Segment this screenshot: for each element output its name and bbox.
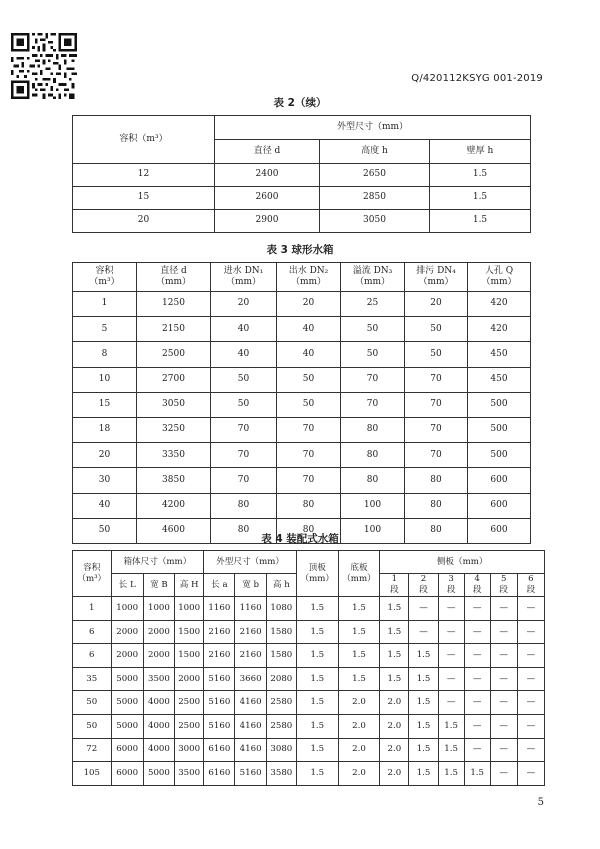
table-cell: 20 bbox=[277, 292, 341, 317]
column-header-line: 直径 d bbox=[160, 265, 187, 276]
table-cell: 1.5 bbox=[296, 597, 338, 621]
table-cell: — bbox=[517, 691, 544, 715]
column-header bbox=[341, 263, 405, 292]
table-cell: — bbox=[517, 714, 544, 738]
table-cell: 30 bbox=[73, 468, 137, 493]
table-cell: 70 bbox=[277, 443, 341, 468]
table-cell: 20 bbox=[73, 443, 137, 468]
table-cell: 80 bbox=[341, 468, 405, 493]
table-row bbox=[73, 691, 545, 715]
table-cell: 40 bbox=[277, 317, 341, 342]
table-cell: 50 bbox=[277, 367, 341, 392]
column-header bbox=[211, 263, 277, 292]
table-cell: 12 bbox=[73, 164, 215, 187]
table-row bbox=[73, 443, 531, 468]
table-cell: 10 bbox=[73, 367, 137, 392]
table-cell: 4160 bbox=[235, 691, 266, 715]
table-cell: 70 bbox=[211, 443, 277, 468]
table3-caption: 表 3 球形水箱 bbox=[266, 244, 334, 256]
table-cell: 2080 bbox=[266, 667, 296, 691]
table-cell: 2.0 bbox=[338, 691, 380, 715]
table-row bbox=[73, 714, 545, 738]
table-cell: 70 bbox=[211, 468, 277, 493]
table-cell: 2500 bbox=[137, 342, 211, 367]
table-cell: 70 bbox=[405, 392, 468, 417]
table-cell: 1500 bbox=[175, 644, 204, 668]
side-segment-header bbox=[464, 574, 490, 597]
t4-box-header: 箱体尺寸（mm） bbox=[111, 551, 204, 574]
side-segment-header-line: 3 bbox=[448, 574, 454, 585]
table-cell: 1160 bbox=[204, 597, 235, 621]
table-row bbox=[73, 667, 545, 691]
column-header-line: （mm） bbox=[155, 277, 192, 287]
table-cell: 1.5 bbox=[409, 738, 438, 762]
table-cell: — bbox=[490, 620, 517, 644]
sub-header: 高 h bbox=[266, 574, 296, 597]
table-cell: 1.5 bbox=[296, 644, 338, 668]
table-cell: 3080 bbox=[266, 738, 296, 762]
table-cell: 70 bbox=[211, 417, 277, 442]
table-cell: 6000 bbox=[111, 738, 143, 762]
table-cell: 1.5 bbox=[380, 644, 409, 668]
table-cell: 5000 bbox=[143, 762, 174, 786]
table-cell: 6 bbox=[73, 620, 112, 644]
table-cell: 40 bbox=[211, 342, 277, 367]
table-cell: 50 bbox=[341, 342, 405, 367]
table-cell: 1.5 bbox=[296, 667, 338, 691]
table-cell: — bbox=[517, 738, 544, 762]
table-cell: 8 bbox=[73, 342, 137, 367]
table-cell: 2700 bbox=[137, 367, 211, 392]
table-cell: 1.5 bbox=[296, 714, 338, 738]
table-cell: 1.5 bbox=[464, 762, 490, 786]
table-cell: 70 bbox=[405, 367, 468, 392]
standard-number: Q/420112KSYG 001-2019 bbox=[411, 73, 543, 84]
table-cell: 1.5 bbox=[380, 667, 409, 691]
table-cell: 80 bbox=[211, 493, 277, 518]
table-cell: 5000 bbox=[111, 714, 143, 738]
table-cell: 6160 bbox=[204, 762, 235, 786]
sub-header: 高 H bbox=[175, 574, 204, 597]
table-cell: 4200 bbox=[137, 493, 211, 518]
table-cell: 1000 bbox=[111, 597, 143, 621]
table4 bbox=[72, 550, 545, 786]
side-segment-header-line: 6 bbox=[528, 574, 534, 585]
table-cell: 100 bbox=[341, 518, 405, 543]
table-cell: 1.5 bbox=[380, 597, 409, 621]
table-cell: 50 bbox=[73, 518, 137, 543]
column-header-line: （mm） bbox=[354, 277, 391, 287]
t4-top-header: 顶板 （mm） bbox=[296, 551, 338, 597]
column-header-line: （mm） bbox=[225, 277, 262, 287]
table-cell: 2.0 bbox=[338, 762, 380, 786]
table-cell: 1.5 bbox=[296, 738, 338, 762]
table-cell: 2160 bbox=[235, 620, 266, 644]
side-segment-header bbox=[490, 574, 517, 597]
table-cell: 500 bbox=[468, 443, 531, 468]
table-cell: 1.5 bbox=[409, 667, 438, 691]
table-cell: — bbox=[409, 597, 438, 621]
table-cell: 420 bbox=[468, 317, 531, 342]
side-segment-header-line: 段 bbox=[499, 585, 509, 595]
t4-outer-header: 外型尺寸（mm） bbox=[204, 551, 297, 574]
table-cell: — bbox=[490, 667, 517, 691]
table-cell: 1.5 bbox=[338, 667, 380, 691]
table-cell: 4000 bbox=[143, 738, 174, 762]
table-cell: — bbox=[517, 597, 544, 621]
table-cell: 1.5 bbox=[409, 762, 438, 786]
table-cell: 25 bbox=[341, 292, 405, 317]
col-volume-header: 容积（m³） bbox=[73, 116, 215, 164]
table-cell: 50 bbox=[277, 392, 341, 417]
column-header bbox=[137, 263, 211, 292]
table-cell: 2000 bbox=[143, 644, 174, 668]
table-row bbox=[73, 367, 531, 392]
table-cell: 35 bbox=[73, 667, 112, 691]
table-cell: — bbox=[464, 644, 490, 668]
column-header bbox=[405, 263, 468, 292]
sub-header-height: 高度 h bbox=[320, 140, 430, 164]
table-cell: 1 bbox=[73, 597, 112, 621]
table-cell: 6 bbox=[73, 644, 112, 668]
side-segment-header-line: 段 bbox=[526, 585, 536, 595]
table-cell: — bbox=[438, 691, 464, 715]
table-cell: 5160 bbox=[204, 714, 235, 738]
table-cell: 1.5 bbox=[296, 691, 338, 715]
table-cell: 2160 bbox=[204, 620, 235, 644]
table-cell: — bbox=[517, 762, 544, 786]
table-cell: 4000 bbox=[143, 691, 174, 715]
table-cell: — bbox=[464, 738, 490, 762]
column-header-line: 出水 DN₂ bbox=[288, 265, 329, 276]
table-cell: 3850 bbox=[137, 468, 211, 493]
table-cell: — bbox=[517, 620, 544, 644]
table-cell: 50 bbox=[405, 317, 468, 342]
table-cell: 2150 bbox=[137, 317, 211, 342]
table-cell: 3350 bbox=[137, 443, 211, 468]
table-cell: 1580 bbox=[266, 644, 296, 668]
table2-caption: 表 2（续） bbox=[273, 97, 327, 109]
table-cell: — bbox=[438, 667, 464, 691]
table-cell: 1500 bbox=[175, 620, 204, 644]
table-row bbox=[73, 392, 531, 417]
table-cell: 2000 bbox=[111, 644, 143, 668]
table-cell: 1.5 bbox=[438, 738, 464, 762]
table-row bbox=[73, 417, 531, 442]
table-cell: — bbox=[438, 597, 464, 621]
table3 bbox=[72, 262, 531, 544]
table-row bbox=[73, 210, 531, 233]
table-cell: 80 bbox=[405, 518, 468, 543]
column-header-line: （mm） bbox=[290, 277, 327, 287]
table-cell: 5000 bbox=[111, 691, 143, 715]
table-cell: 1.5 bbox=[438, 762, 464, 786]
table-cell: — bbox=[517, 667, 544, 691]
table-cell: 2.0 bbox=[380, 691, 409, 715]
table-cell: 50 bbox=[211, 392, 277, 417]
column-header-line: 人孔 Q bbox=[484, 265, 514, 276]
table-cell: 420 bbox=[468, 292, 531, 317]
table-row bbox=[73, 164, 531, 187]
table-cell: 1250 bbox=[137, 292, 211, 317]
table-cell: 2580 bbox=[266, 691, 296, 715]
table-cell: 72 bbox=[73, 738, 112, 762]
side-segment-header bbox=[438, 574, 464, 597]
table-row bbox=[73, 762, 545, 786]
table-cell: 3660 bbox=[235, 667, 266, 691]
sub-header: 宽 b bbox=[235, 574, 266, 597]
table-cell: 4160 bbox=[235, 714, 266, 738]
table2 bbox=[72, 115, 531, 233]
table-cell: — bbox=[490, 762, 517, 786]
sub-header: 宽 B bbox=[143, 574, 174, 597]
table-cell: 2850 bbox=[320, 187, 430, 210]
table-cell: 70 bbox=[277, 417, 341, 442]
table-cell: 50 bbox=[211, 367, 277, 392]
table-row bbox=[73, 738, 545, 762]
table-cell: — bbox=[464, 597, 490, 621]
table-cell: 1.5 bbox=[430, 210, 531, 233]
table-cell: — bbox=[464, 667, 490, 691]
table-cell: 450 bbox=[468, 342, 531, 367]
table-cell: 80 bbox=[405, 493, 468, 518]
table-cell: 1580 bbox=[266, 620, 296, 644]
sub-header-diameter: 直径 d bbox=[215, 140, 320, 164]
table-cell: 70 bbox=[277, 468, 341, 493]
table-cell: — bbox=[409, 620, 438, 644]
table-row bbox=[73, 597, 545, 621]
table-cell: 1.5 bbox=[409, 691, 438, 715]
table-row bbox=[73, 468, 531, 493]
table-cell: 2.0 bbox=[338, 714, 380, 738]
table-cell: 50 bbox=[73, 714, 112, 738]
table-cell: 3050 bbox=[137, 392, 211, 417]
side-segment-header bbox=[409, 574, 438, 597]
table-cell: 40 bbox=[73, 493, 137, 518]
side-segment-header-line: 5 bbox=[500, 574, 507, 585]
table-cell: 80 bbox=[277, 518, 341, 543]
side-segment-header-line: 段 bbox=[419, 585, 428, 595]
table-cell: 2.0 bbox=[338, 738, 380, 762]
table-cell: — bbox=[490, 738, 517, 762]
table-cell: 100 bbox=[341, 493, 405, 518]
table-cell: — bbox=[490, 644, 517, 668]
table-cell: 1.5 bbox=[409, 714, 438, 738]
table-cell: 1.5 bbox=[338, 597, 380, 621]
table-cell: 80 bbox=[405, 468, 468, 493]
table-cell: 5000 bbox=[111, 667, 143, 691]
side-segment-header-line: 1 bbox=[391, 574, 398, 585]
table-cell: 3500 bbox=[175, 762, 204, 786]
table-cell: 2000 bbox=[111, 620, 143, 644]
table-cell: 5160 bbox=[204, 667, 235, 691]
sub-header: 长 L bbox=[111, 574, 143, 597]
table-cell: 80 bbox=[341, 417, 405, 442]
table-cell: 4160 bbox=[235, 738, 266, 762]
table-cell: 2.0 bbox=[380, 714, 409, 738]
sub-header-thickness: 壁厚 h bbox=[430, 140, 531, 164]
column-header-line: （mm） bbox=[418, 277, 454, 287]
table-cell: 1.5 bbox=[338, 644, 380, 668]
table-cell: 1.5 bbox=[296, 762, 338, 786]
col-outer-header: 外型尺寸（mm） bbox=[215, 116, 531, 140]
side-segment-header-line: 段 bbox=[446, 585, 456, 595]
table-cell: 5160 bbox=[204, 691, 235, 715]
table-cell: 1.5 bbox=[438, 714, 464, 738]
table-cell: — bbox=[438, 620, 464, 644]
table-cell: 1.5 bbox=[430, 164, 531, 187]
table-cell: 1000 bbox=[143, 597, 174, 621]
t4-volume-header: 容积 （m³） bbox=[73, 551, 112, 597]
table-cell: 600 bbox=[468, 468, 531, 493]
table-cell: — bbox=[490, 597, 517, 621]
table-row bbox=[73, 317, 531, 342]
side-segment-header-line: 段 bbox=[390, 585, 399, 595]
table-cell: 105 bbox=[73, 762, 112, 786]
table-cell: — bbox=[464, 691, 490, 715]
table-cell: 2400 bbox=[215, 164, 320, 187]
column-header-line: 溢流 DN₃ bbox=[352, 265, 393, 276]
table-cell: 15 bbox=[73, 187, 215, 210]
table-cell: 1.5 bbox=[409, 644, 438, 668]
side-segment-header bbox=[517, 574, 544, 597]
table-cell: 2160 bbox=[235, 644, 266, 668]
table-cell: 50 bbox=[341, 317, 405, 342]
t4-bottom-header: 底板 （mm） bbox=[338, 551, 380, 597]
column-header-line: 进水 DN₁ bbox=[223, 265, 264, 276]
table-row bbox=[73, 493, 531, 518]
table-cell: — bbox=[464, 620, 490, 644]
table-cell: 1.5 bbox=[296, 620, 338, 644]
table-cell: 1.5 bbox=[430, 187, 531, 210]
table-cell: 80 bbox=[277, 493, 341, 518]
table-cell: 70 bbox=[405, 443, 468, 468]
table-cell: 2.0 bbox=[380, 762, 409, 786]
column-header-line: 容积 bbox=[95, 265, 114, 276]
table-cell: 2500 bbox=[175, 714, 204, 738]
table-cell: 4600 bbox=[137, 518, 211, 543]
qr-code bbox=[11, 33, 77, 99]
t4-side-header: 侧板（mm） bbox=[380, 551, 545, 574]
table-cell: 500 bbox=[468, 392, 531, 417]
column-header bbox=[468, 263, 531, 292]
table-cell: 1000 bbox=[175, 597, 204, 621]
table-cell: 450 bbox=[468, 367, 531, 392]
column-header bbox=[73, 263, 137, 292]
table-cell: 40 bbox=[277, 342, 341, 367]
table-cell: 2900 bbox=[215, 210, 320, 233]
table-cell: 5 bbox=[73, 317, 137, 342]
column-header-line: 排污 DN₄ bbox=[416, 265, 456, 276]
table-cell: 2650 bbox=[320, 164, 430, 187]
table-cell: — bbox=[464, 714, 490, 738]
table-cell: 1 bbox=[73, 292, 137, 317]
table-cell: 600 bbox=[468, 518, 531, 543]
table-cell: 3500 bbox=[143, 667, 174, 691]
table-cell: — bbox=[490, 714, 517, 738]
table-cell: — bbox=[517, 644, 544, 668]
column-header bbox=[277, 263, 341, 292]
table-cell: 1160 bbox=[235, 597, 266, 621]
table-cell: 2.0 bbox=[380, 738, 409, 762]
table-cell: 40 bbox=[211, 317, 277, 342]
table-cell: 2580 bbox=[266, 714, 296, 738]
table-cell: 3050 bbox=[320, 210, 430, 233]
table-cell: 600 bbox=[468, 493, 531, 518]
table4-caption: 表 4 装配式水箱 bbox=[261, 533, 339, 545]
table-cell: 80 bbox=[341, 443, 405, 468]
table-cell: 20 bbox=[73, 210, 215, 233]
table-cell: 5160 bbox=[235, 762, 266, 786]
table-cell: 6000 bbox=[111, 762, 143, 786]
table-cell: 500 bbox=[468, 417, 531, 442]
table-cell: 2500 bbox=[175, 691, 204, 715]
table-cell: 3580 bbox=[266, 762, 296, 786]
sub-header: 长 a bbox=[204, 574, 235, 597]
table-cell: 4000 bbox=[143, 714, 174, 738]
table-cell: 18 bbox=[73, 417, 137, 442]
table-cell: — bbox=[490, 691, 517, 715]
table-cell: 50 bbox=[73, 691, 112, 715]
table-cell: 1.5 bbox=[338, 620, 380, 644]
table-row bbox=[73, 187, 531, 210]
table-cell: 2600 bbox=[215, 187, 320, 210]
side-segment-header-line: 2 bbox=[420, 574, 427, 585]
page-number: 5 bbox=[537, 797, 544, 808]
column-header-line: （mm） bbox=[481, 277, 517, 287]
table-cell: 1.5 bbox=[380, 620, 409, 644]
table-cell: 70 bbox=[341, 392, 405, 417]
side-segment-header bbox=[380, 574, 409, 597]
table-cell: 2160 bbox=[204, 644, 235, 668]
table-cell: 6160 bbox=[204, 738, 235, 762]
table-cell: 2000 bbox=[143, 620, 174, 644]
table-cell: 70 bbox=[341, 367, 405, 392]
table-cell: 50 bbox=[405, 342, 468, 367]
table-row bbox=[73, 620, 545, 644]
table-cell: 2000 bbox=[175, 667, 204, 691]
table-cell: 3000 bbox=[175, 738, 204, 762]
table-cell: — bbox=[438, 644, 464, 668]
table-cell: 15 bbox=[73, 392, 137, 417]
table-row bbox=[73, 644, 545, 668]
table-cell: 20 bbox=[211, 292, 277, 317]
side-segment-header-line: 段 bbox=[472, 585, 482, 595]
table-row bbox=[73, 342, 531, 367]
table-cell: 1080 bbox=[266, 597, 296, 621]
side-segment-header-line: 4 bbox=[474, 574, 480, 585]
table-cell: 3250 bbox=[137, 417, 211, 442]
table-cell: 70 bbox=[405, 417, 468, 442]
column-header-line: （m³） bbox=[89, 277, 120, 287]
table-cell: 20 bbox=[405, 292, 468, 317]
table-cell: 80 bbox=[211, 518, 277, 543]
table-row bbox=[73, 292, 531, 317]
